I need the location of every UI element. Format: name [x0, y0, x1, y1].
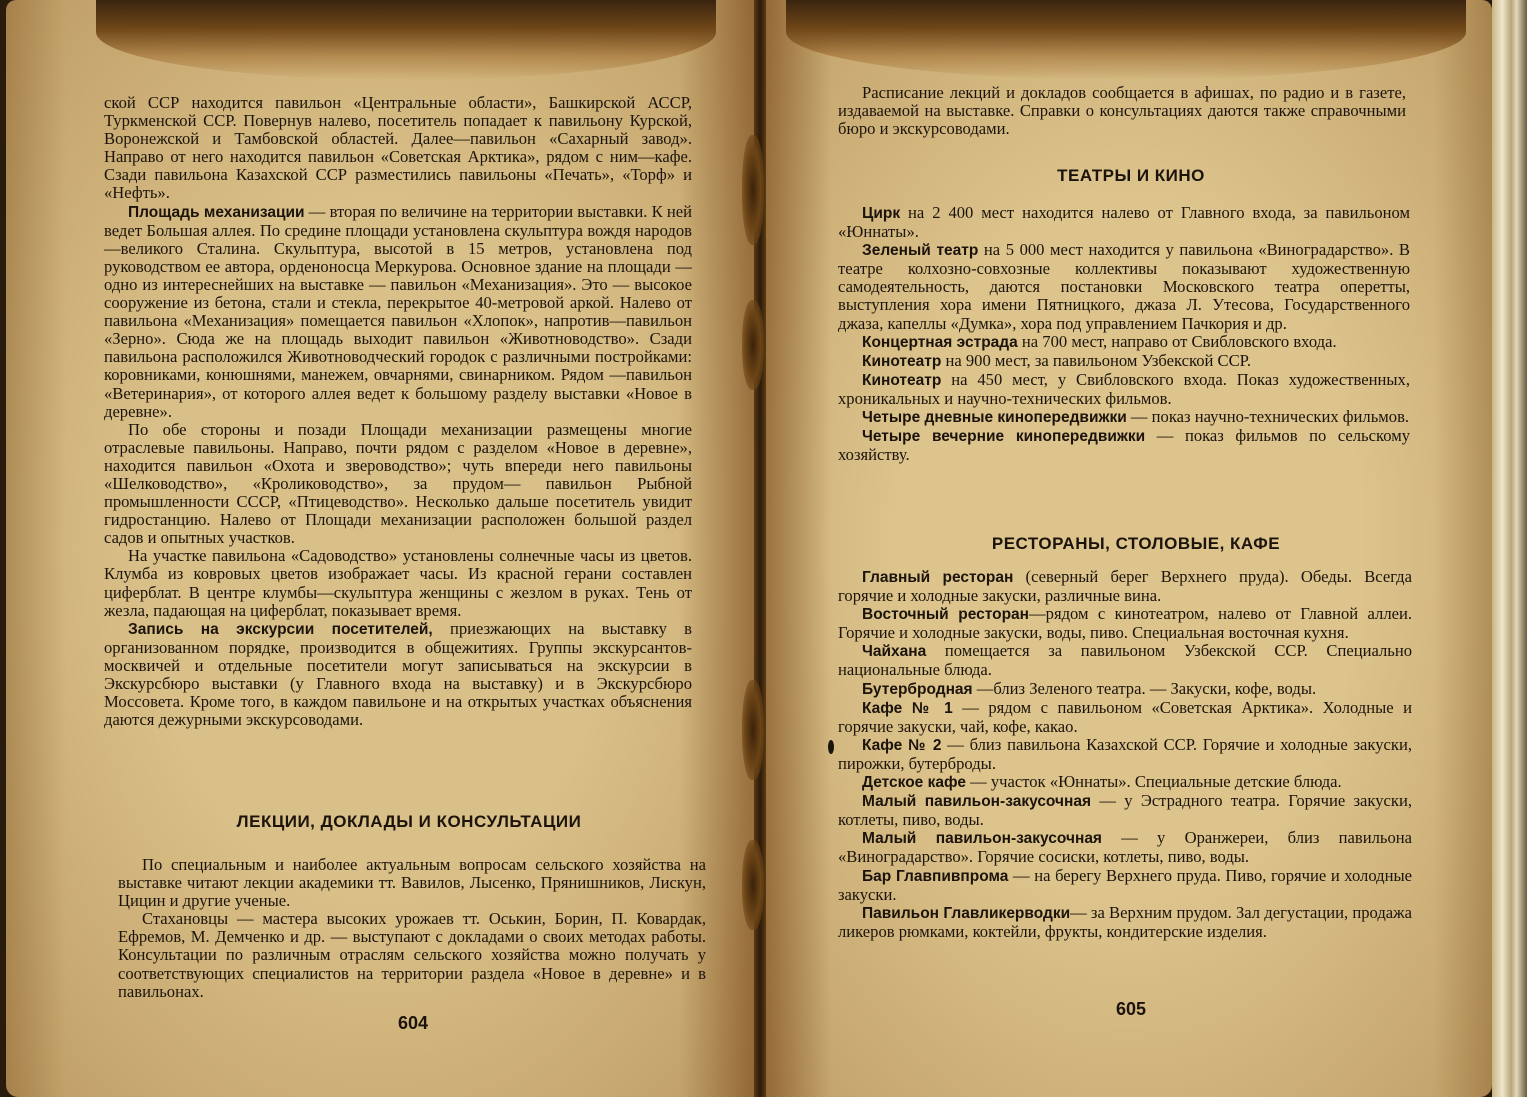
staple-hole-3 — [742, 680, 764, 780]
paragraph-text: — участок «Юннаты». Специальные детские блюда. — [965, 772, 1342, 792]
bold-term: Цирк — [862, 205, 901, 222]
burn-stain — [786, 0, 1466, 80]
paragraph — [838, 867, 1412, 904]
paragraph — [104, 203, 692, 421]
paragraph-text: на 2 400 мест находится налево от Главного входа, за павильоном «Юннаты». — [838, 203, 1410, 242]
staple-hole-1 — [742, 135, 764, 245]
left-body-text — [104, 94, 692, 729]
bold-term: Запись на экскурсии посетителей, — [128, 620, 433, 638]
burn-stain — [96, 0, 716, 80]
right-intro-text — [838, 84, 1406, 138]
page-edges — [1492, 0, 1527, 1097]
paragraph — [104, 620, 692, 730]
paragraph-text: приезжающих на выставку в организованном порядке, производится в общежитиях. Группы экскурсантов-москвичей и отдельные посетители могут записываться на экскурсии в Экскурсбюро выставки (у Главного входа на выставку) и в Экскурсбюро Моссовета. Кроме того, в каждом павильоне и на открытых участках объяснения даются дежурными экскурсоводами. — [104, 618, 692, 730]
paragraph-text: — у Эстрадного театра. Горячие закуски, котлеты, пиво, воды. — [838, 791, 1412, 830]
section-heading-theatres: ТЕАТРЫ И КИНО — [1057, 166, 1205, 185]
paragraph-text: — вторая по величине на территории выставки. К ней ведет Большая аллея. По средине площади установлена скульптура вождя народов —великого Сталина. Скульптура, высотой в 15 метров, установлена под руководством ее автора, орденоносца Меркурова. Основное здание на площади — одно из интереснейших на выставке — павильон «Механизация». Это — высокое сооружение из бетона, стали и стекла, перекрытое 40-метровой аркой. Налево от павильона «Механизация» помещается павильон «Хлопок», напротив—павильон «Зерно». Сюда же на площадь выходит павильон «Животноводство». Сзади павильона расположился Животноводческий городок с различными постройками: коровниками, конюшнями, манежем, овчарнями, свинарником. Рядом —павильон «Ветеринария», от которого аллея ведет к большому разделу выставки «Новое в деревне». — [104, 201, 692, 421]
staple-hole-4 — [742, 840, 764, 930]
paragraph — [838, 792, 1412, 829]
bold-term: Павильон Главликерводки — [862, 904, 1071, 922]
lectures-body-text — [118, 856, 706, 1001]
paragraph-text: на 700 мест, направо от Свибловского входа. — [1017, 331, 1337, 351]
paragraph — [838, 333, 1410, 352]
bold-term: Кинотеатр — [862, 371, 942, 389]
paragraph — [838, 427, 1410, 464]
bold-term: Площадь механизации — [128, 203, 305, 221]
restaurants-list — [838, 568, 1412, 941]
paragraph — [104, 94, 692, 203]
paragraph-text: — показ фильмов по сельскому хозяйству. — [838, 426, 1410, 465]
paragraph — [838, 904, 1412, 941]
paragraph — [104, 547, 692, 619]
paragraph-text: (северный берег Верхнего пруда). Обеды. Всегда горячие и холодные закуски, различные вина. — [838, 567, 1412, 606]
paragraph — [104, 421, 692, 548]
left-page — [6, 0, 754, 1097]
paragraph — [838, 605, 1412, 642]
paragraph — [838, 352, 1410, 371]
bold-term: Кафе № 1 — [862, 699, 953, 717]
intro-paragraph: Расписание лекций и докладов сообщается в афишах, по радио и в газете, издаваемой на выставке. Справки о консультациях даются также справочными бюро и экскурсоводами. — [838, 83, 1406, 139]
bold-term: Малый павильон-закусочная — [862, 793, 1092, 811]
paragraph-text: —рядом с кинотеатром, налево от Главной аллеи. Горячие и холодные закуски, воды, пиво. Специальная восточная кухня. — [838, 604, 1412, 643]
paragraph-text: Стахановцы — мастера высоких урожаев тт. Оськин, Борин, П. Ковардак, Ефремов, М. Демченко и др. — выступают с докладами о своих методах работы. Консультации по различным отраслям сельского хозяйства можно получать у соответствующих специалистов на территории раздела «Новое в деревне» и в павильонах. — [118, 909, 706, 1001]
section-heading-restaurants: РЕСТОРАНЫ, СТОЛОВЫЕ, КАФЕ — [991, 534, 1281, 553]
paragraph — [838, 680, 1412, 699]
paragraph-text: — показ научно-технических фильмов. — [1126, 407, 1410, 427]
paragraph — [838, 773, 1412, 792]
bold-term: Чайхана — [862, 643, 927, 661]
paragraph-text: — близ павильона Казахской ССР. Горячие и холодные закуски, пирожки, бутерброды. — [838, 734, 1412, 773]
bold-term: Восточный ресторан — [862, 606, 1030, 624]
paragraph — [838, 204, 1410, 241]
page-number-right: 605 — [1116, 999, 1147, 1019]
paragraph — [838, 736, 1412, 773]
bold-term: Концертная эстрада — [862, 333, 1018, 351]
staple-hole-2 — [742, 300, 764, 390]
paragraph-text: На участке павильона «Садоводство» установлены солнечные часы из цветов. Клумба из ковровых цветов изображает часы. Из красной герани составлен циферблат. В центре клумбы—скульптура женщины с жезлом в руках. Тень от жезла, падающая на циферблат, показывает время. — [104, 546, 692, 620]
paragraph-text: —близ Зеленого театра. — Закуски, кофе, воды. — [972, 678, 1317, 698]
paragraph — [838, 568, 1412, 605]
paragraph-text: помещается за павильоном Узбекской ССР. Специально национальные блюда. — [838, 641, 1412, 680]
paragraph — [838, 829, 1412, 866]
bold-term: Кинотеатр — [862, 352, 942, 370]
paragraph-text: на 900 мест, за павильоном Узбекской ССР. — [941, 350, 1251, 370]
paragraph — [118, 856, 706, 910]
bold-term: Зеленый театр — [862, 242, 979, 260]
paragraph — [118, 910, 706, 1000]
paragraph — [838, 408, 1410, 427]
bold-term: Бутербродная — [862, 680, 973, 698]
paragraph — [838, 371, 1410, 408]
theatres-list — [838, 204, 1410, 464]
section-heading-lectures: ЛЕКЦИИ, ДОКЛАДЫ И КОНСУЛЬТАЦИИ — [236, 812, 582, 831]
paragraph — [838, 699, 1412, 736]
paragraph-text: на 450 мест, у Свибловского входа. Показ художественных, хроникальных и научно-технических фильмов. — [838, 369, 1410, 408]
paragraph-text: По обе стороны и позади Площади механизации размещены многие отраслевые павильоны. Направо, почти рядом с разделом «Новое в деревне», находится павильон «Охота и звероводство»; чуть впереди него павильоны «Шелководство», «Кролиководство», за прудом— павильон Рыбной промышленности СССР, «Птицеводство». Несколько дальше посетитель увидит гидростанцию. Налево от Площади механизации расположен большой раздел садов и опытных участков. — [104, 419, 692, 548]
right-page — [766, 0, 1492, 1097]
paragraph-text: — рядом с павильоном «Советская Арктика». Холодные и горячие закуски, чай, кофе, какао. — [838, 697, 1412, 736]
paragraph — [838, 241, 1410, 332]
bold-term: Бар Главпивпрома — [862, 867, 1009, 885]
paragraph-text: — у Оранжереи, близ павильона «Виноградарство». Горячие сосиски, котлеты, пиво, воды. — [838, 828, 1412, 867]
bold-term: Четыре вечерние кинопередвижки — [862, 428, 1146, 446]
paragraph — [838, 642, 1412, 679]
bold-term: Четыре дневные кинопередвижки — [862, 409, 1127, 427]
paragraph-text: По специальным и наиболее актуальным вопросам сельского хозяйства на выставке читают лекции академики тт. Вавилов, Лысенко, Прянишников, Лискун, Цицин и другие ученые. — [118, 855, 706, 911]
bold-term: Кафе № 2 — [862, 736, 942, 754]
page-number-left: 604 — [398, 1013, 429, 1033]
paragraph-text: — на берегу Верхнего пруда. Пиво, горячие и холодные закуски. — [838, 865, 1412, 904]
ink-mark — [828, 740, 834, 754]
paragraph-text: ской ССР находится павильон «Центральные области», Башкирской АССР, Туркменской ССР. Повернув налево, посетитель попадает к павильону Курской, Воронежской и Тамбовской областей. Далее—павильон «Сахарный завод». Направо от него находится павильон «Советская Арктика», рядом с ним—кафе. Сзади павильона Казахской ССР разместились павильоны «Печать», «Торф» и «Нефть». — [104, 93, 692, 203]
bold-term: Главный ресторан — [862, 569, 1014, 586]
bold-term: Детское кафе — [862, 774, 966, 792]
paragraph-text: на 5 000 мест находится у павильона «Виноградарство». В театре колхозно-совхозные коллективы показывают художественную самодеятельность, даются постановки Московского театра оперетты, выступления хора имени Пятницкого, джаза Л. Утесова, Государственного джаза, капеллы «Думка», хора под управлением Пачкория и др. — [838, 240, 1411, 333]
paragraph-text: — за Верхним прудом. Зал дегустации, продажа ликеров рюмками, коктейли, фрукты, кондитерские изделия. — [838, 902, 1412, 941]
bold-term: Малый павильон-закусочная — [862, 830, 1102, 848]
